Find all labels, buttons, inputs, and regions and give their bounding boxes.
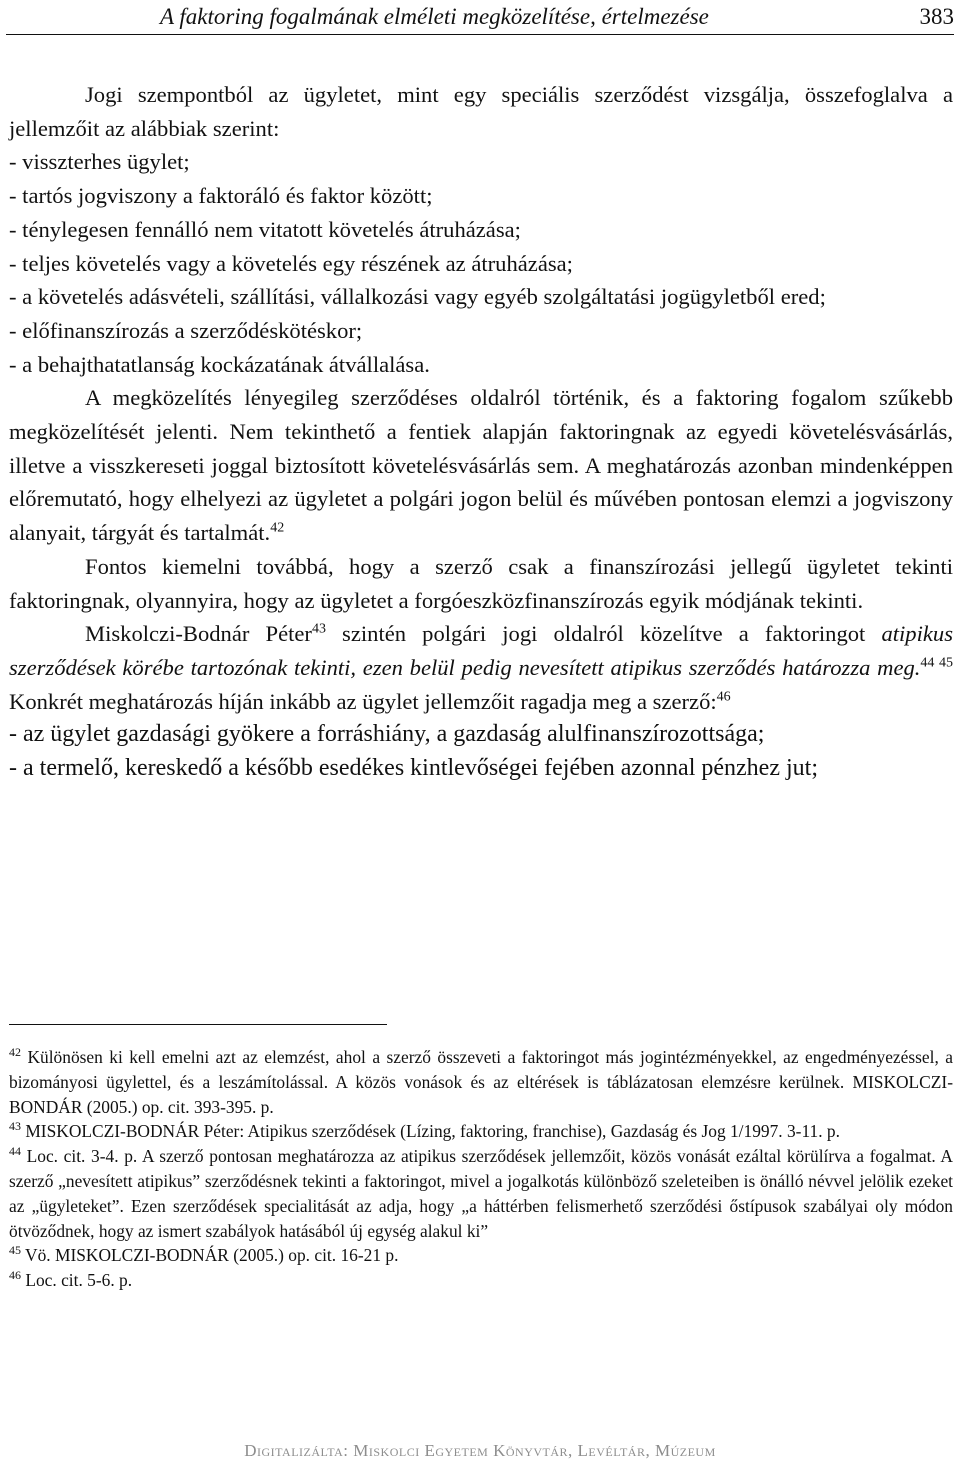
footnote-ref: 42: [270, 520, 285, 536]
footnote-text: Vö. MISKOLCZI-BODNÁR (2005.) op. cit. 16-21 p.: [21, 1245, 399, 1266]
list-item: - a követelés adásvételi, szállítási, vállalkozási vagy egyéb szolgáltatási jogügyletből ered;: [9, 284, 826, 310]
footnote-number: 44: [9, 1144, 21, 1159]
paragraph-1: Jogi szempontból az ügyletet, mint egy speciális szerződést vizsgálja, összefoglalva a jellemzőit az alábbiak szerint:: [9, 82, 953, 141]
list-item: - a termelő, kereskedő a később esedékes kintlevőségei fejében azonnal pénzhez jut;: [9, 755, 818, 782]
body-text: [9, 78, 953, 786]
footnotes: [9, 1045, 953, 1293]
list-item: - tartós jogviszony a faktoráló és faktor között;: [9, 183, 433, 209]
running-header: [6, 0, 954, 38]
footnote-separator: [9, 1024, 387, 1025]
footnote: [9, 1268, 953, 1293]
list-item: - a behajthatatlanság kockázatának átvállalása.: [9, 351, 430, 377]
footnote: [9, 1243, 953, 1268]
list-item: - ténylegesen fennálló nem vitatott követelés átruházása;: [9, 216, 521, 242]
footnote-ref: 46: [716, 689, 731, 705]
footnote-text: Loc. cit. 3-4. p. A szerző pontosan meghatározza az atipikus szerződések jellemzőit, közös vonását ezáltal körülírva a fogalmat. A szerző „nevesített atipikus” szerződésnek tekinti a faktoringot, mivel a jogalkotás különböző szeleteiben is önálló névvel jelölik ezeket az „ügyleteket”. Ezen szerződések specialitását az adja, hogy „a háttérben felismerhető szerződési őstípusok szabályai oly módon ötvöződnek, hogy az ismert szabályok hatásából új egység alakul ki”: [9, 1146, 953, 1241]
paragraph-4-italic: atipikus szerződések körébe tartozónak tekinti, ezen belül pedig nevesített atipikus szerződés határozza meg.: [9, 621, 953, 680]
paragraph-4-text: szintén polgári jogi oldalról közelítve a faktoringot: [325, 621, 882, 647]
paragraph-2-text: A megközelítés lényegileg szerződéses oldalról történik, és a faktoring fogalom szűkebb megközelítését jelenti. Nem tekinthető a fentiek alapján faktoringnak az egyedi követelésvásárlás, illetve a visszkereseti joggal biztosított követelésvásárlás sem. A meghatározás azonban mindenképpen előremutató, hogy elhelyezi az ügyletet a polgári jogon belül és művében pontosan elemzi a jogviszony alanyait, tárgyát és tartalmát.: [9, 385, 953, 546]
footnote-number: 42: [9, 1045, 21, 1060]
footnote-number: 46: [9, 1268, 21, 1283]
footnote-text: MISKOLCZI-BODNÁR Péter: Atipikus szerződések (Lízing, faktoring, franchise), Gazdaság és Jog 1/1997. 3-11. p.: [21, 1121, 840, 1142]
footnote-text: Loc. cit. 5-6. p.: [21, 1270, 133, 1291]
list-item: - teljes követelés vagy a követelés egy részének az átruházása;: [9, 250, 573, 276]
footnote: [9, 1045, 953, 1119]
list-item: - előfinanszírozás a szerződéskötéskor;: [9, 317, 363, 343]
footnote: [9, 1119, 953, 1144]
paragraph-4: [9, 617, 953, 718]
paragraph-2: [9, 381, 953, 550]
list-item: - az ügylet gazdasági gyökere a forráshiány, a gazdaság alulfinanszírozottsága;: [9, 721, 765, 748]
page-number: 383: [919, 4, 954, 29]
paragraph-3: Fontos kiemelni továbbá, hogy a szerző csak a finanszírozási jellegű ügyletet tekinti faktoringnak, olyannyira, hogy az ügyletet a forgóeszközfinanszírozás egyik módjának tekinti.: [9, 553, 953, 613]
list-item: - visszterhes ügylet;: [9, 149, 190, 175]
footnote-number: 45: [9, 1243, 21, 1258]
header-rule: [6, 34, 954, 35]
paragraph-4-text: Konkrét meghatározás híján inkább az ügylet jellemzőit ragadja meg a szerző:: [9, 688, 717, 714]
header-title: A faktoring fogalmának elméleti megközelítése, értelmezése: [160, 4, 709, 29]
author-name: Miskolczi-Bodnár Péter: [85, 621, 312, 647]
footnote-text: Különösen ki kell emelni azt az elemzést, ahol a szerző összeveti a faktoringot más jogintézményekkel, az engedményezéssel, a bizományosi ügylettel, és a leszámítolással. A közös vonások és az eltérések is táblázatosan elemzésre kerülnek. MISKOLCZI-BONDÁR (2005.) op. cit. 393-395. p.: [9, 1047, 953, 1117]
footnote-ref: 44 45: [920, 655, 953, 671]
digitization-watermark: Digitalizálta: Miskolci Egyetem Könyvtár, Levéltár, Múzeum: [244, 1441, 716, 1460]
footnote-ref: 43: [311, 621, 326, 637]
footnote: [9, 1144, 953, 1243]
footnote-number: 43: [9, 1119, 21, 1134]
